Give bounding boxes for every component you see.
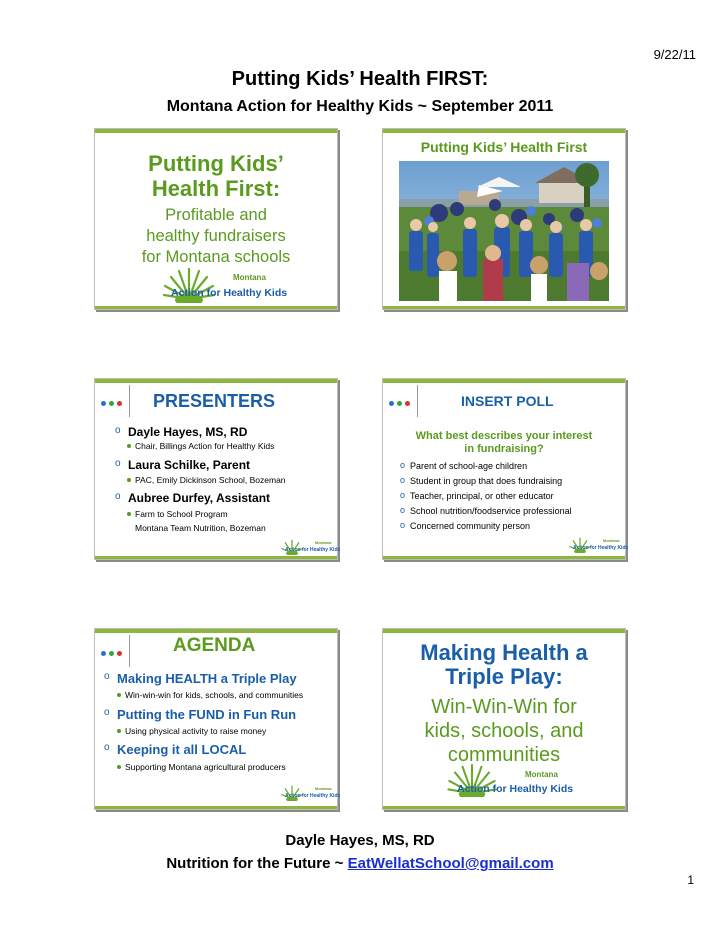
slide-bottom-bar bbox=[383, 556, 625, 559]
footer-presenter: Dayle Hayes, MS, RD bbox=[285, 832, 435, 849]
divider bbox=[129, 635, 130, 667]
slide-agenda-title: AGENDA bbox=[173, 635, 256, 656]
slide-presenters bbox=[94, 378, 341, 560]
page-number: 1 bbox=[687, 873, 694, 887]
page-subtitle: Montana Action for Healthy Kids ~ September 2011 bbox=[166, 98, 554, 115]
poll-question bbox=[383, 430, 625, 456]
slide-1-body-line: healthy fundraisers bbox=[146, 227, 286, 245]
slide-top-bar bbox=[95, 129, 337, 133]
slide-6-body-line: kids, schools, and bbox=[424, 720, 584, 742]
logo-small bbox=[281, 785, 341, 803]
email-link[interactable]: EatWellatSchool@gmail.com bbox=[347, 855, 554, 872]
agenda-subitem: Win-win-win for kids, schools, and communities bbox=[125, 690, 304, 700]
agenda-subitem: Supporting Montana agricultural producers bbox=[125, 762, 286, 772]
presenter-role: Chair, Billings Action for Healthy Kids bbox=[135, 441, 275, 451]
date-label: 9/22/11 bbox=[653, 47, 696, 62]
slide-1-heading-line: Health First: bbox=[151, 176, 281, 201]
footer-org-text: Nutrition for the Future ~ bbox=[166, 855, 348, 872]
presenter-role: PAC, Emily Dickinson School, Bozeman bbox=[135, 475, 286, 485]
logo bbox=[447, 763, 577, 799]
logo-small bbox=[569, 537, 629, 555]
slide-1-heading-line: Putting Kids’ bbox=[148, 151, 284, 176]
poll-option[interactable]: o Student in group that does fundraising bbox=[410, 476, 562, 486]
logo-line2: Action for Healthy Kids bbox=[573, 545, 629, 551]
slide-1-heading bbox=[95, 151, 337, 201]
logo-line1: Montana bbox=[315, 540, 332, 545]
dots-icon bbox=[389, 393, 419, 403]
logo-line2: Action for Healthy Kids bbox=[457, 783, 574, 795]
slide-bottom-bar bbox=[95, 306, 337, 309]
poll-option[interactable]: o Teacher, principal, or other educator bbox=[410, 491, 554, 501]
slide-top-bar bbox=[95, 379, 337, 383]
slide-triple-play bbox=[382, 628, 626, 810]
slide-6-body-line: Win-Win-Win for bbox=[431, 696, 577, 718]
slide-1-body-line: for Montana schools bbox=[141, 248, 291, 266]
logo-line2: Action for Healthy Kids bbox=[285, 793, 341, 799]
slide-bottom-bar bbox=[383, 806, 625, 809]
slide-1 bbox=[94, 128, 338, 310]
slide-top-bar bbox=[383, 379, 625, 383]
poll-option[interactable]: o Parent of school-age children bbox=[410, 461, 527, 471]
slide-2 bbox=[382, 128, 626, 310]
agenda-subitem: Using physical activity to raise money bbox=[125, 726, 267, 736]
footer-org bbox=[0, 855, 720, 872]
slide-poll-title: INSERT POLL bbox=[461, 393, 554, 409]
slide-6-heading bbox=[383, 641, 625, 689]
poll-option[interactable]: o Concerned community person bbox=[410, 521, 530, 531]
dots-icon bbox=[101, 643, 131, 653]
slide-6-heading-line: Triple Play: bbox=[445, 664, 563, 689]
slide-poll bbox=[382, 378, 629, 560]
logo-line2: Action for Healthy Kids bbox=[285, 547, 341, 553]
slide-6-heading-line: Making Health a bbox=[420, 640, 588, 665]
photo-kids-event bbox=[399, 161, 609, 301]
slide-1-body bbox=[95, 205, 337, 268]
agenda-item: o Putting the FUND in Fun Run bbox=[117, 707, 296, 722]
agenda-item: o Keeping it all LOCAL bbox=[117, 742, 246, 757]
logo-line1: Montana bbox=[603, 538, 620, 543]
agenda-item: o Making HEALTH a Triple Play bbox=[117, 671, 297, 686]
slide-presenters-title: PRESENTERS bbox=[153, 391, 276, 411]
slide-bottom-bar bbox=[383, 306, 625, 309]
divider bbox=[129, 385, 130, 417]
slide-1-body-line: Profitable and bbox=[165, 206, 267, 224]
presenter-role: Farm to School Program bbox=[135, 509, 228, 519]
slide-bottom-bar bbox=[95, 806, 337, 809]
slide-6-body bbox=[383, 695, 625, 767]
logo bbox=[163, 267, 288, 305]
slide-bottom-bar bbox=[95, 556, 337, 559]
dots-icon bbox=[101, 393, 131, 403]
presenter-name: o Laura Schilke, Parent bbox=[128, 458, 250, 472]
slide-top-bar bbox=[383, 129, 625, 133]
page-title: Putting Kids’ Health FIRST: bbox=[231, 68, 489, 90]
slide-2-title: Putting Kids’ Health First bbox=[420, 139, 588, 155]
slide-6-body-line: communities bbox=[447, 744, 561, 766]
poll-option[interactable]: o School nutrition/foodservice professional bbox=[410, 506, 572, 516]
presenter-name: o Aubree Durfey, Assistant bbox=[128, 491, 270, 505]
slide-top-bar bbox=[95, 629, 337, 633]
presenter-name: o Dayle Hayes, MS, RD bbox=[128, 425, 247, 439]
poll-question-line: What best describes your interest bbox=[415, 430, 593, 442]
divider bbox=[417, 385, 418, 417]
slide-top-bar bbox=[383, 629, 625, 633]
poll-question-line: in fundraising? bbox=[464, 443, 544, 455]
slide-agenda bbox=[94, 628, 341, 810]
logo-line1: Montana bbox=[525, 770, 558, 779]
logo-line1: Montana bbox=[233, 273, 266, 282]
logo-small bbox=[281, 539, 341, 557]
logo-line1: Montana bbox=[315, 786, 332, 791]
presenter-role: Montana Team Nutrition, Bozeman bbox=[135, 523, 266, 533]
logo-line2: Action for Healthy Kids bbox=[171, 287, 288, 299]
